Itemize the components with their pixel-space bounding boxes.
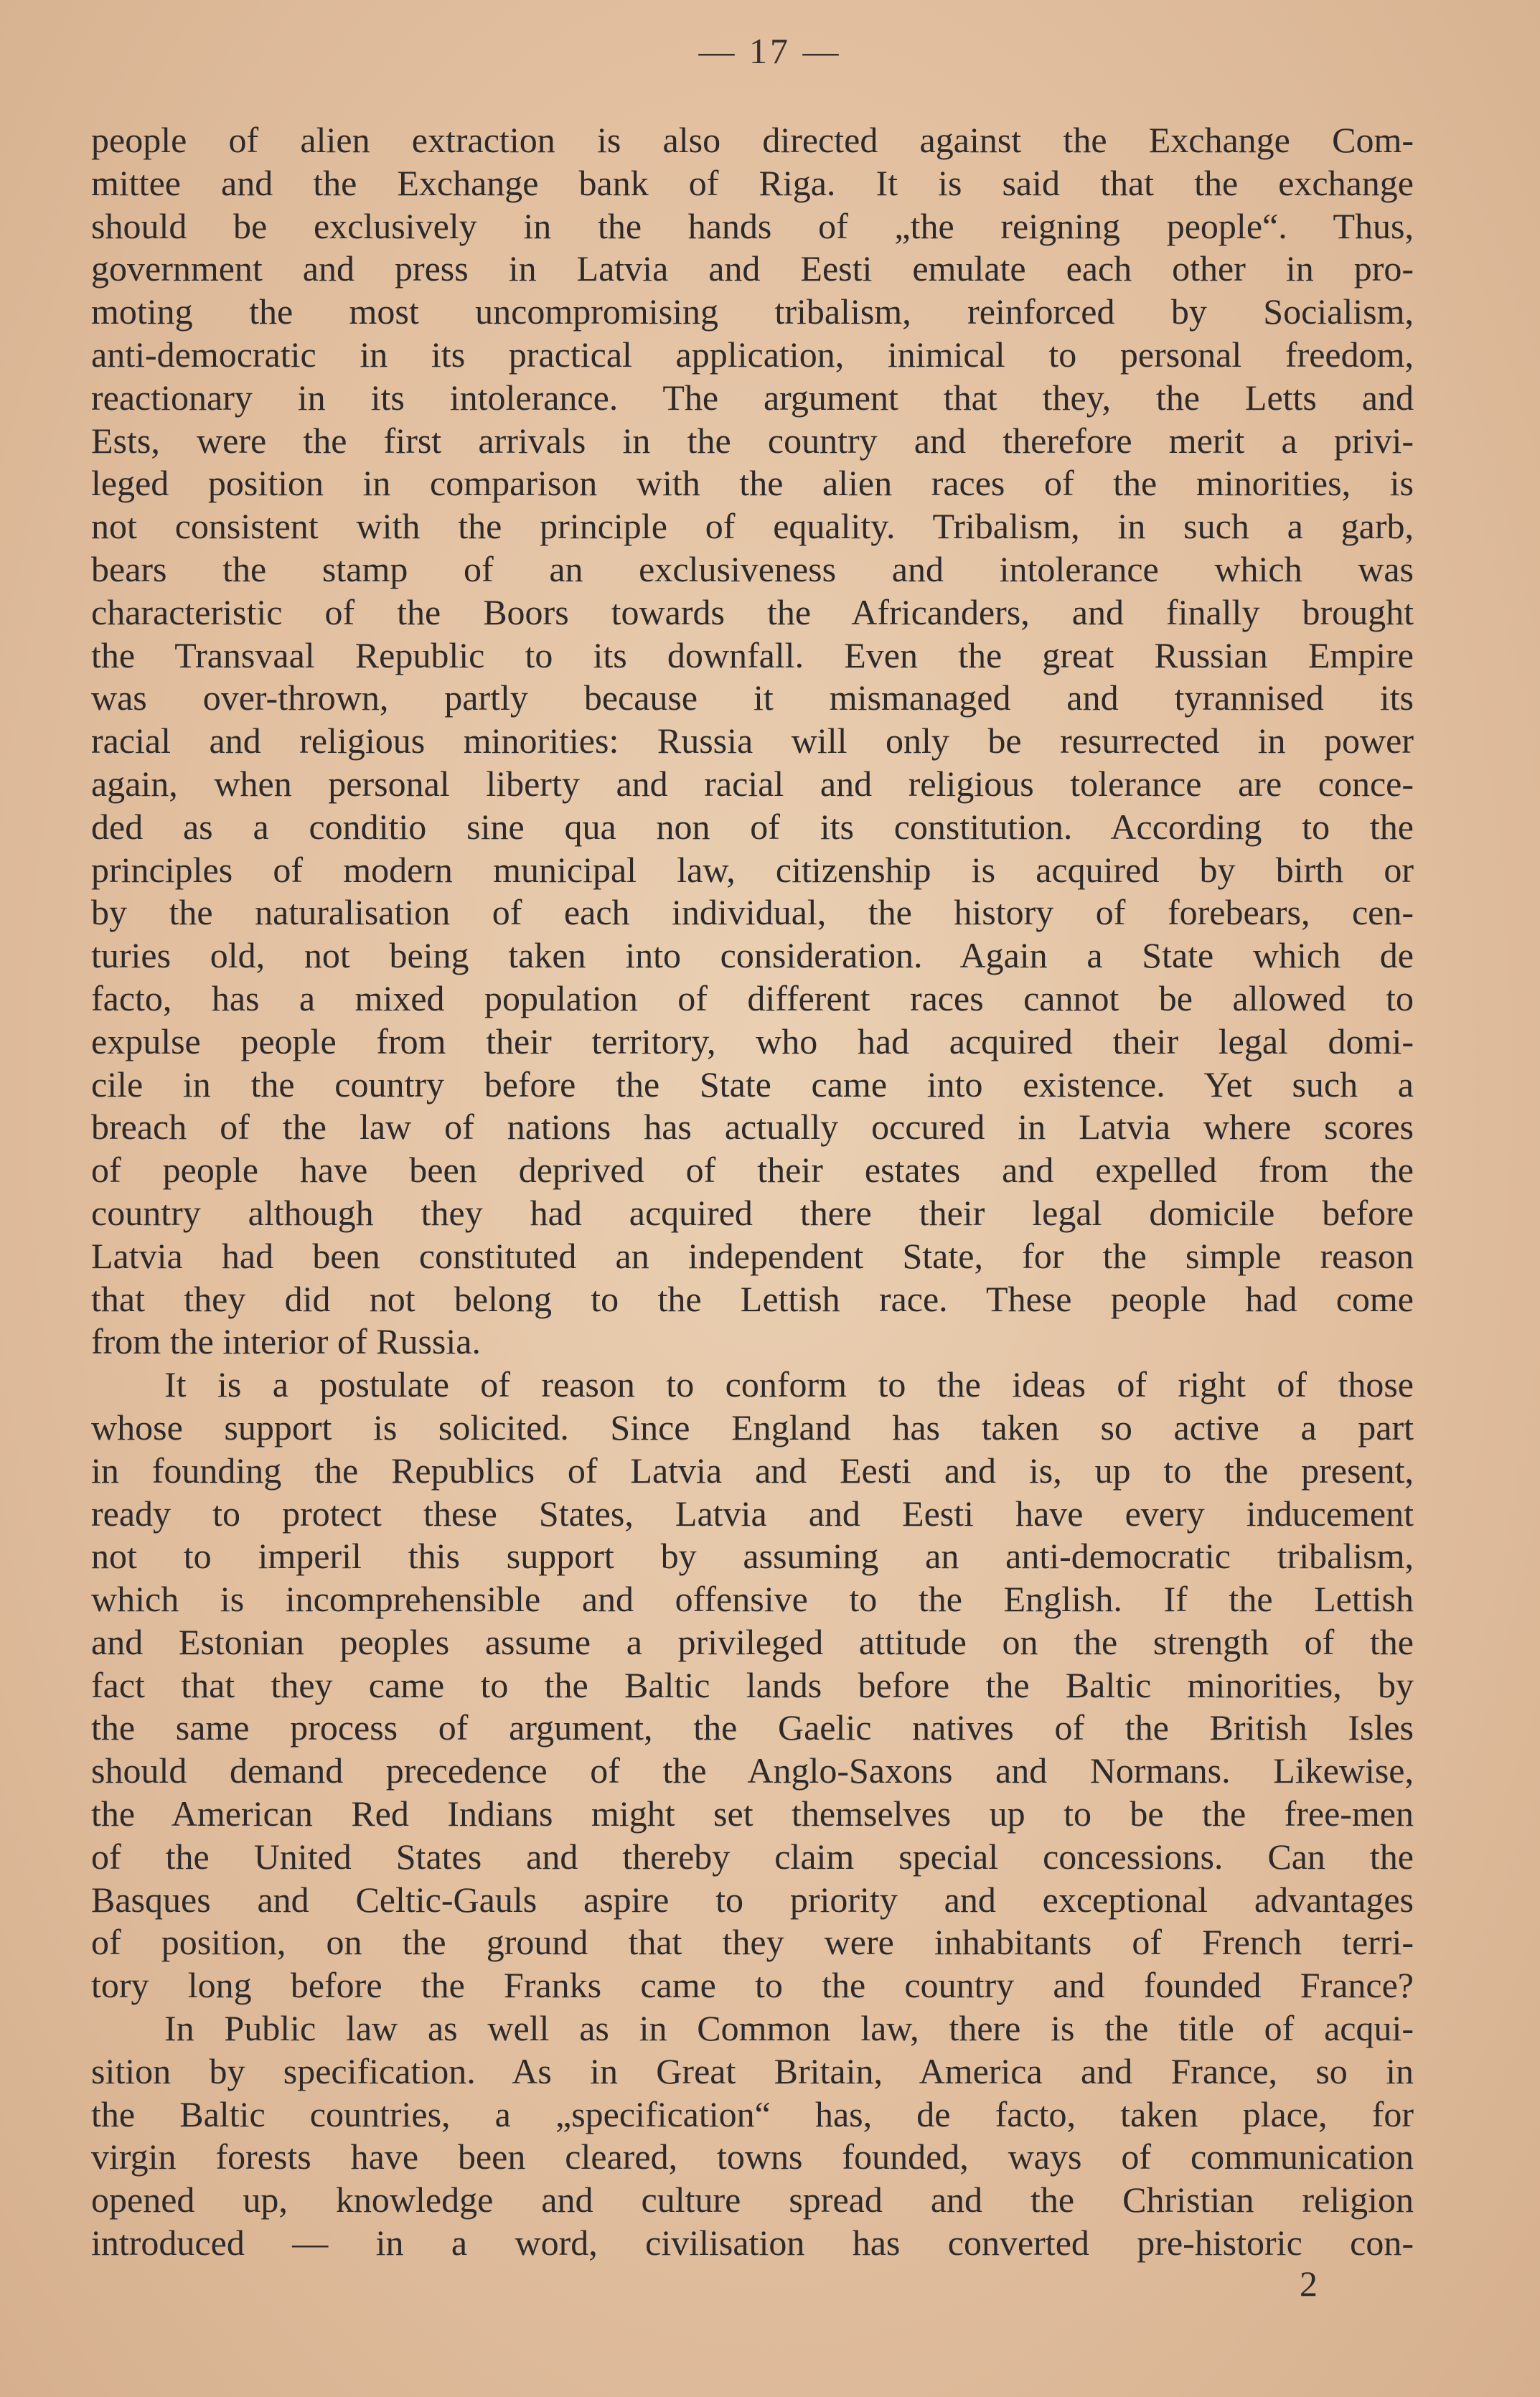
text-line: of people have been deprived of their estates and expelled from the: [91, 1150, 1414, 1191]
text-line: moting the most uncompromising tribalism, reinforced by Socialism,: [91, 291, 1414, 332]
text-line: ready to protect these States, Latvia and Eesti have every inducement: [91, 1493, 1414, 1534]
text-line: breach of the law of nations has actually occured in Latvia where scores: [91, 1107, 1414, 1148]
text-line: people of alien extraction is also directed against the Exchange Com-: [91, 120, 1414, 160]
text-line: introduced — in a word, civilisation has converted pre-historic con-: [91, 2223, 1414, 2264]
text-line: Basques and Celtic-Gauls aspire to priority and exceptional advantages: [91, 1879, 1414, 1920]
text-line: of the United States and thereby claim special concessions. Can the: [91, 1836, 1414, 1877]
text-line: was over-thrown, partly because it mismanaged and tyrannised its: [91, 677, 1414, 718]
text-line: in founding the Republics of Latvia and Eesti and is, up to the present,: [91, 1450, 1414, 1491]
text-line: virgin forests have been cleared, towns founded, ways of communication: [91, 2136, 1414, 2177]
text-line: the Transvaal Republic to its downfall. Even the great Russian Empire: [91, 634, 1414, 675]
text-line: In Public law as well as in Common law, there is the title of acqui-: [164, 2008, 1414, 2049]
text-line: opened up, knowledge and culture spread and the Christian religion: [91, 2180, 1414, 2220]
text-line: racial and religious minorities: Russia will only be resurrected in power: [91, 721, 1414, 761]
text-line: sition by specification. As in Great Britain, America and France, so in: [91, 2050, 1414, 2091]
text-line: should demand precedence of the Anglo-Saxons and Normans. Likewise,: [91, 1750, 1414, 1791]
text-line: the American Red Indians might set themselves up to be the free-men: [91, 1793, 1414, 1834]
text-line: mittee and the Exchange bank of Riga. It is said that the exchange: [91, 162, 1414, 203]
text-line: turies old, not being taken into consideration. Again a State which de: [91, 935, 1414, 976]
text-line: the same process of argument, the Gaelic natives of the British Isles: [91, 1707, 1414, 1748]
text-line: country although they had acquired there their legal domicile before: [91, 1192, 1414, 1233]
text-line: Ests, were the first arrivals in the country and therefore merit a privi-: [91, 420, 1414, 461]
text-line: characteristic of the Boors towards the Africanders, and finally brought: [91, 591, 1414, 632]
text-line: again, when personal liberty and racial and religious tolerance are conce-: [91, 763, 1414, 804]
text-line: whose support is solicited. Since England has taken so active a part: [91, 1407, 1414, 1448]
text-line: leged position in comparison with the alien races of the minorities, is: [91, 463, 1414, 504]
text-line: It is a postulate of reason to conform to the ideas of right of those: [164, 1364, 1414, 1405]
text-line: which is incomprehensible and offensive to the English. If the Lettish: [91, 1579, 1414, 1620]
text-line: ded as a conditio sine qua non of its constitution. According to the: [91, 806, 1414, 847]
text-line: the Baltic countries, a „specification“ has, de facto, taken place, for: [91, 2093, 1414, 2134]
text-line: of position, on the ground that they were inhabitants of French terri-: [91, 1922, 1414, 1963]
text-line: not consistent with the principle of equality. Tribalism, in such a garb,: [91, 506, 1414, 547]
text-line: principles of modern municipal law, citizenship is acquired by birth or: [91, 849, 1414, 890]
text-line: anti-democratic in its practical application, inimical to personal freedom,: [91, 334, 1414, 375]
text-line: government and press in Latvia and Eesti emulate each other in pro-: [91, 248, 1414, 289]
text-line: bears the stamp of an exclusiveness and intolerance which was: [91, 548, 1414, 589]
text-line: Latvia had been constituted an independent State, for the simple reason: [91, 1235, 1414, 1276]
text-line: should be exclusively in the hands of „the reigning people“. Thus,: [91, 205, 1414, 246]
text-line: from the interior of Russia.: [91, 1321, 481, 1362]
text-line: that they did not belong to the Lettish race. These people had come: [91, 1278, 1414, 1319]
text-line: not to imperil this support by assuming an anti-democratic tribalism,: [91, 1536, 1414, 1577]
text-line: facto, has a mixed population of different races cannot be allowed to: [91, 977, 1414, 1018]
text-line: fact that they came to the Baltic lands before the Baltic minorities, by: [91, 1664, 1414, 1705]
text-line: tory long before the Franks came to the country and founded France?: [91, 1965, 1414, 2006]
body-text: [91, 119, 1414, 2265]
page-number: — 17 —: [698, 31, 842, 71]
text-line: by the naturalisation of each individual, the history of forebears, cen-: [91, 892, 1414, 933]
text-line: and Estonian peoples assume a privileged attitude on the strength of the: [91, 1621, 1414, 1662]
text-line: expulse people from their territory, who had acquired their legal domi-: [91, 1021, 1414, 1061]
text-line: reactionary in its intolerance. The argument that they, the Letts and: [91, 377, 1414, 418]
text-line: cile in the country before the State came into existence. Yet such a: [91, 1064, 1414, 1104]
signature-mark: 2: [1300, 2264, 1318, 2304]
